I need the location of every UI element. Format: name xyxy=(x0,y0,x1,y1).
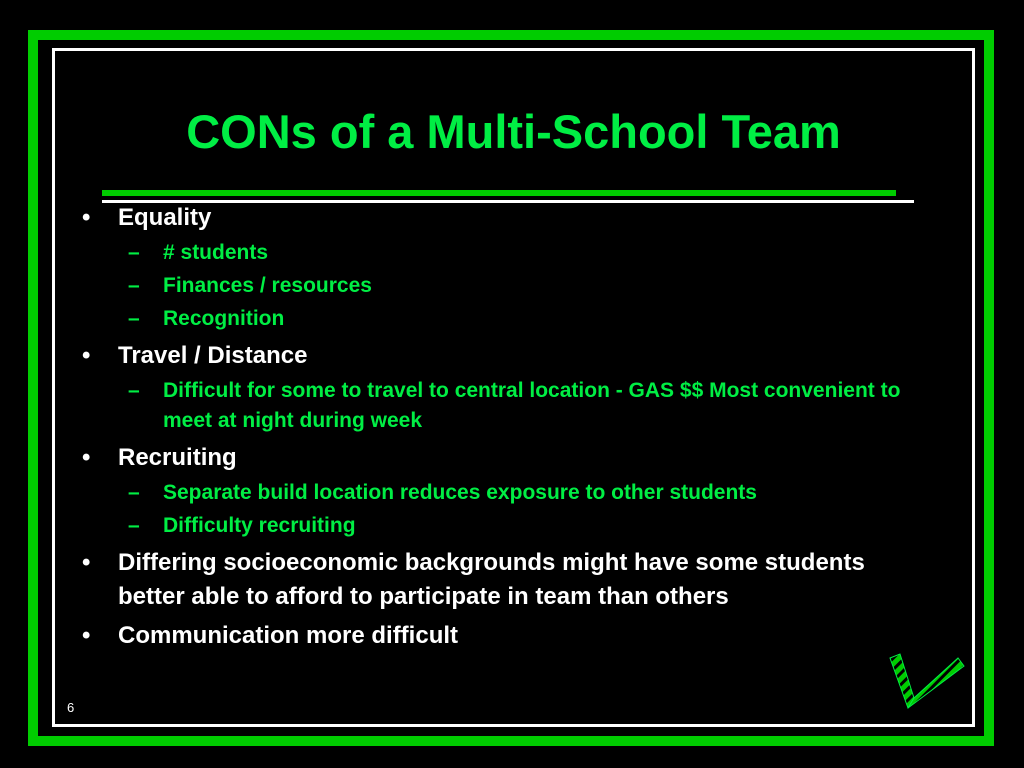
bullet-text: Recruiting xyxy=(118,444,237,471)
sub-bullet-text: Finances / resources xyxy=(163,274,372,297)
bullet-marker: • xyxy=(82,622,91,649)
bullet-text: Equality xyxy=(118,204,212,231)
slide-number: 6 xyxy=(67,700,75,715)
bullet-marker: • xyxy=(82,204,91,231)
sub-bullet-text: Separate build location reduces exposure to other students xyxy=(163,481,757,504)
sub-bullet-text: Recognition xyxy=(163,307,285,330)
bullet-text: Travel / Distance xyxy=(118,342,308,369)
sub-bullet-item xyxy=(82,478,902,508)
bullet-marker: • xyxy=(82,444,91,471)
checkmark-icon xyxy=(888,650,968,714)
title-underline-green xyxy=(102,190,896,196)
sub-bullet-marker: – xyxy=(128,481,140,504)
sub-bullet-item xyxy=(82,238,902,268)
bullet-list xyxy=(82,201,902,653)
sub-bullet-marker: – xyxy=(128,379,140,402)
sub-bullet-item xyxy=(82,271,902,301)
sub-bullet-marker: – xyxy=(128,274,140,297)
bullet-item xyxy=(82,201,902,235)
bullet-item xyxy=(82,546,902,614)
bullet-item xyxy=(82,339,902,373)
bullet-item xyxy=(82,619,902,653)
sub-bullet-item xyxy=(82,511,902,541)
sub-bullet-marker: – xyxy=(128,241,140,264)
sub-bullet-item xyxy=(82,376,902,436)
bullet-text: Differing socioeconomic backgrounds might have some students better able to afford to participate in team than others xyxy=(118,549,865,610)
sub-bullet-text: Difficulty recruiting xyxy=(163,514,356,537)
slide-title: CONs of a Multi-School Team xyxy=(186,105,841,158)
bullet-text: Communication more difficult xyxy=(118,622,459,649)
bullet-marker: • xyxy=(82,549,91,576)
sub-bullet-text: # students xyxy=(163,241,269,264)
sub-bullet-text: Difficult for some to travel to central location - GAS $$ Most convenient to meet at night during week xyxy=(163,379,901,432)
sub-bullet-item xyxy=(82,304,902,334)
sub-bullet-marker: – xyxy=(128,307,140,330)
bullet-marker: • xyxy=(82,342,91,369)
sub-bullet-marker: – xyxy=(128,514,140,537)
bullet-item xyxy=(82,441,902,475)
